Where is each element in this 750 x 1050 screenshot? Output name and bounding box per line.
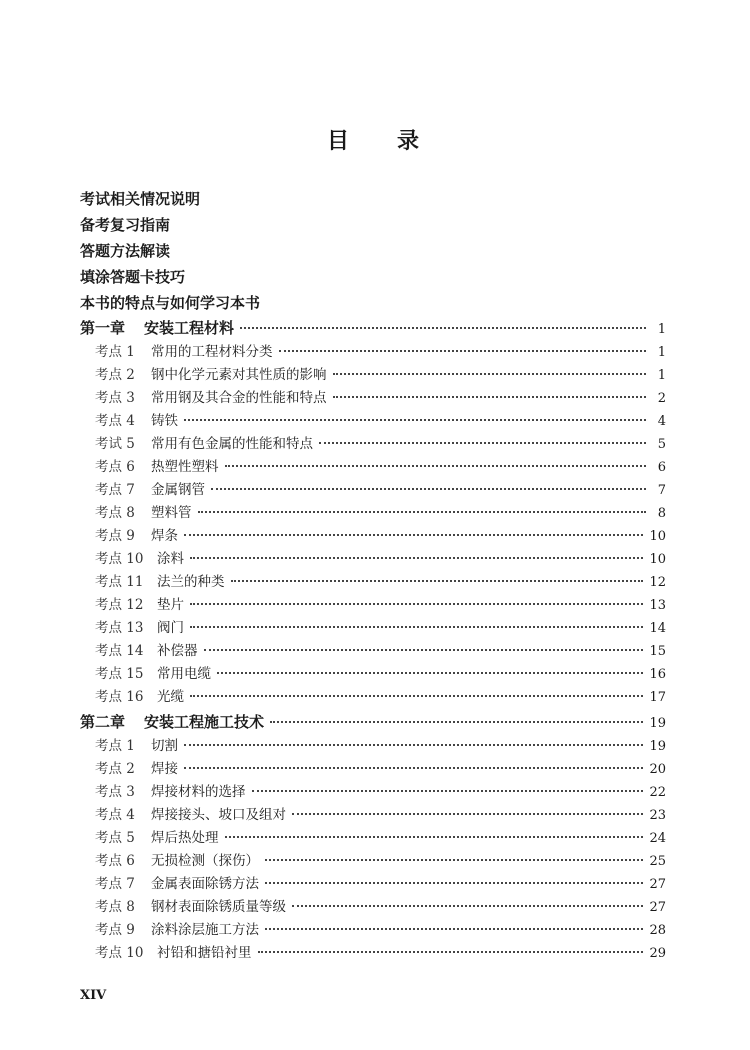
topic-label: 考点 4 [95,807,135,823]
toc-chapter-entry[interactable] [80,711,666,733]
topic-label: 考点 5 [95,830,135,846]
dot-leader [240,327,646,329]
topic-title: 法兰的种类 [157,574,225,590]
dot-leader [204,649,644,651]
topic-label: 考点 7 [95,482,135,498]
toc-intro-item[interactable]: 备考复习指南 [80,216,171,234]
page-number: 15 [649,644,666,659]
topic-title: 衬铅和搪铅衬里 [157,945,252,961]
toc-topic-entry[interactable] [95,364,666,386]
page-number: 8 [657,506,666,521]
dot-leader [252,790,644,792]
dot-leader [265,859,643,861]
topic-title: 阀门 [157,620,184,636]
topic-label: 考点 2 [95,367,135,383]
dot-leader [217,672,643,674]
toc-title-char-1: 目 [327,129,350,154]
page-number: 12 [649,575,666,590]
page-number: 22 [649,785,666,800]
toc-topic-entry[interactable] [95,571,666,593]
page-number: 16 [649,667,666,682]
page-number: 5 [657,437,666,452]
topic-title: 焊条 [151,528,178,544]
toc-topic-entry[interactable] [95,548,666,570]
page-number: 29 [649,946,666,961]
chapter-title: 安装工程材料 [144,319,235,337]
chapter-title: 安装工程施工技术 [144,713,265,731]
page-number: 28 [649,923,666,938]
dot-leader [319,442,646,444]
topic-title: 铸铁 [151,413,178,429]
topic-title: 常用的工程材料分类 [151,344,273,360]
page-number: 23 [649,808,666,823]
topic-label: 考点 15 [95,666,144,682]
topic-label: 考点 8 [95,899,135,915]
topic-title: 焊后热处理 [151,830,219,846]
topic-title: 金属钢管 [151,482,205,498]
toc-topic-entry[interactable] [95,640,666,662]
topic-label: 考点 6 [95,459,135,475]
topic-title: 光缆 [157,689,184,705]
topic-title: 常用电缆 [157,666,211,682]
dot-leader [184,419,646,421]
page-number: 10 [649,529,666,544]
topic-title: 钢材表面除锈质量等级 [151,899,286,915]
dot-leader [211,488,646,490]
dot-leader [184,744,643,746]
topic-title: 焊接接头、坡口及组对 [151,807,286,823]
toc-intro-item[interactable]: 填涂答题卡技巧 [80,268,186,286]
dot-leader [190,557,643,559]
toc-topic-entry[interactable] [95,735,666,757]
dot-leader [258,951,644,953]
page-number: 27 [649,877,666,892]
topic-title: 常用有色金属的性能和特点 [151,436,313,452]
toc-topic-entry[interactable] [95,433,666,455]
topic-label: 考点 7 [95,876,135,892]
topic-title: 金属表面除锈方法 [151,876,259,892]
page-number: 20 [649,762,666,777]
topic-title: 热塑性塑料 [151,459,219,475]
toc-topic-entry[interactable] [95,502,666,524]
toc-topic-entry[interactable] [95,594,666,616]
toc-topic-entry[interactable] [95,341,666,363]
topic-label: 考点 1 [95,738,135,754]
page-number: 1 [657,345,666,360]
dot-leader [231,580,644,582]
page-number: 13 [649,598,666,613]
topic-label: 考点 1 [95,344,135,360]
dot-leader [225,465,647,467]
topic-title: 补偿器 [157,643,198,659]
topic-label: 考点 11 [95,574,144,590]
toc-topic-entry[interactable] [95,387,666,409]
toc-topic-entry[interactable] [95,919,666,941]
page-number: 19 [649,716,666,731]
topic-label: 考点 3 [95,784,135,800]
topic-label: 考点 10 [95,551,144,567]
dot-leader [333,396,647,398]
page-number: 17 [649,690,666,705]
topic-label: 考试 5 [95,436,135,452]
topic-title: 常用钢及其合金的性能和特点 [151,390,327,406]
topic-title: 切割 [151,738,178,754]
topic-label: 考点 9 [95,528,135,544]
chapter-label: 第二章 [80,713,126,731]
page-number: 4 [657,414,666,429]
page-number: 19 [649,739,666,754]
page-number: 2 [657,391,666,406]
dot-leader [190,603,643,605]
dot-leader [265,882,643,884]
dot-leader [265,928,643,930]
toc-topic-entry[interactable] [95,758,666,780]
topic-label: 考点 12 [95,597,144,613]
topic-label: 考点 4 [95,413,135,429]
toc-topic-entry[interactable] [95,896,666,918]
dot-leader [333,373,647,375]
toc-topic-entry[interactable] [95,456,666,478]
toc-topic-entry[interactable] [95,827,666,849]
dot-leader [270,721,643,723]
toc-topic-entry[interactable] [95,686,666,708]
dot-leader [190,695,643,697]
toc-intro-item[interactable]: 答题方法解读 [80,242,171,260]
page-number: 14 [649,621,666,636]
toc-topic-entry[interactable] [95,663,666,685]
topic-title: 涂料 [157,551,184,567]
toc-topic-entry[interactable] [95,942,666,964]
topic-title: 涂料涂层施工方法 [151,922,259,938]
toc-topic-entry[interactable] [95,410,666,432]
toc-intro-item[interactable]: 本书的特点与如何学习本书 [80,294,261,312]
dot-leader [292,905,643,907]
topic-title: 钢中化学元素对其性质的影响 [151,367,327,383]
dot-leader [184,767,643,769]
page-number: 25 [649,854,666,869]
dot-leader [198,511,647,513]
dot-leader [184,534,643,536]
page-number: 10 [649,552,666,567]
page-number: 6 [657,460,666,475]
topic-title: 塑料管 [151,505,192,521]
topic-label: 考点 8 [95,505,135,521]
toc-title-char-2: 录 [397,129,420,154]
toc-topic-entry[interactable] [95,525,666,547]
page-number: 24 [649,831,666,846]
toc-topic-entry[interactable] [95,873,666,895]
topic-label: 考点 3 [95,390,135,406]
topic-label: 考点 13 [95,620,144,636]
dot-leader [190,626,643,628]
page-number: 7 [657,483,666,498]
topic-label: 考点 6 [95,853,135,869]
topic-label: 考点 14 [95,643,144,659]
toc-topic-entry[interactable] [95,804,666,826]
chapter-label: 第一章 [80,319,126,337]
dot-leader [292,813,643,815]
topic-title: 垫片 [157,597,184,613]
topic-label: 考点 10 [95,945,144,961]
page-folio: XIV [80,988,107,1003]
topic-title: 无损检测（探伤） [151,853,259,869]
topic-label: 考点 9 [95,922,135,938]
page-number: 1 [657,322,666,337]
toc-title [0,124,750,158]
topic-label: 考点 16 [95,689,144,705]
topic-title: 焊接材料的选择 [151,784,246,800]
dot-leader [279,350,647,352]
topic-label: 考点 2 [95,761,135,777]
page-number: 27 [649,900,666,915]
toc-topic-entry[interactable] [95,479,666,501]
toc-intro-item[interactable]: 考试相关情况说明 [80,190,201,208]
topic-title: 焊接 [151,761,178,777]
dot-leader [225,836,644,838]
toc-chapter-entry[interactable] [80,317,666,339]
toc-topic-entry[interactable] [95,617,666,639]
page-number: 1 [657,368,666,383]
toc-topic-entry[interactable] [95,781,666,803]
toc-topic-entry[interactable] [95,850,666,872]
